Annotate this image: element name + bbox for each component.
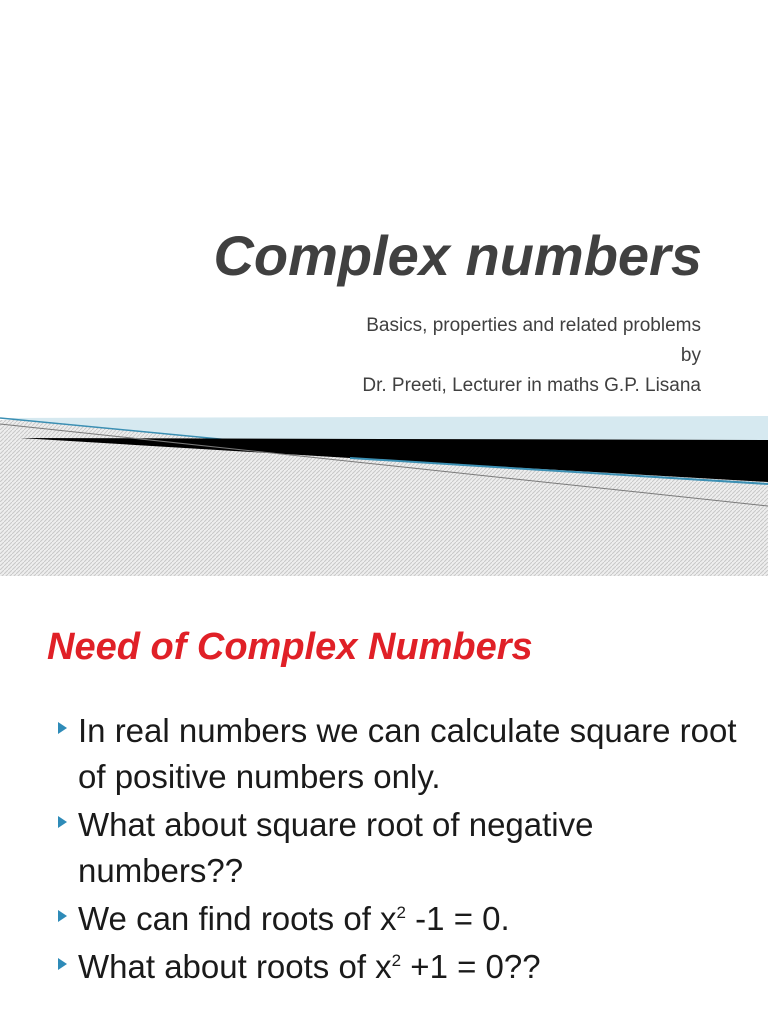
triangle-bullet-icon: [58, 910, 67, 922]
slide-title: Complex numbers: [213, 224, 702, 287]
triangle-bullet-icon: [58, 722, 67, 734]
exponent: 2: [391, 951, 402, 970]
slide-heading: Need of Complex Numbers: [47, 626, 533, 668]
bullet-item: [58, 896, 758, 942]
bullet-item: [58, 802, 758, 894]
triangle-bullet-icon: [58, 816, 67, 828]
content-slide: [0, 576, 768, 1024]
exponent: 2: [396, 903, 407, 922]
decorative-band: [0, 410, 768, 576]
bullet-text: What about square root of negative numbers??: [78, 806, 594, 889]
slide-subtitle: [362, 311, 701, 401]
bullet-text-pre: What about roots of x: [78, 948, 392, 985]
subtitle-line: Basics, properties and related problems: [366, 315, 701, 336]
triangle-bullet-icon: [58, 958, 67, 970]
bullet-item: [58, 944, 758, 990]
bullet-list: [58, 708, 758, 992]
bullet-text-post: -1 = 0.: [406, 900, 510, 937]
subtitle-line: Dr. Preeti, Lecturer in maths G.P. Lisana: [362, 375, 701, 396]
bullet-text-post: +1 = 0??: [401, 948, 541, 985]
bullet-item: [58, 708, 758, 800]
subtitle-line: by: [680, 345, 701, 366]
bullet-text-pre: We can find roots of x: [78, 900, 397, 937]
bullet-text: In real numbers we can calculate square root of positive numbers only.: [78, 712, 737, 795]
